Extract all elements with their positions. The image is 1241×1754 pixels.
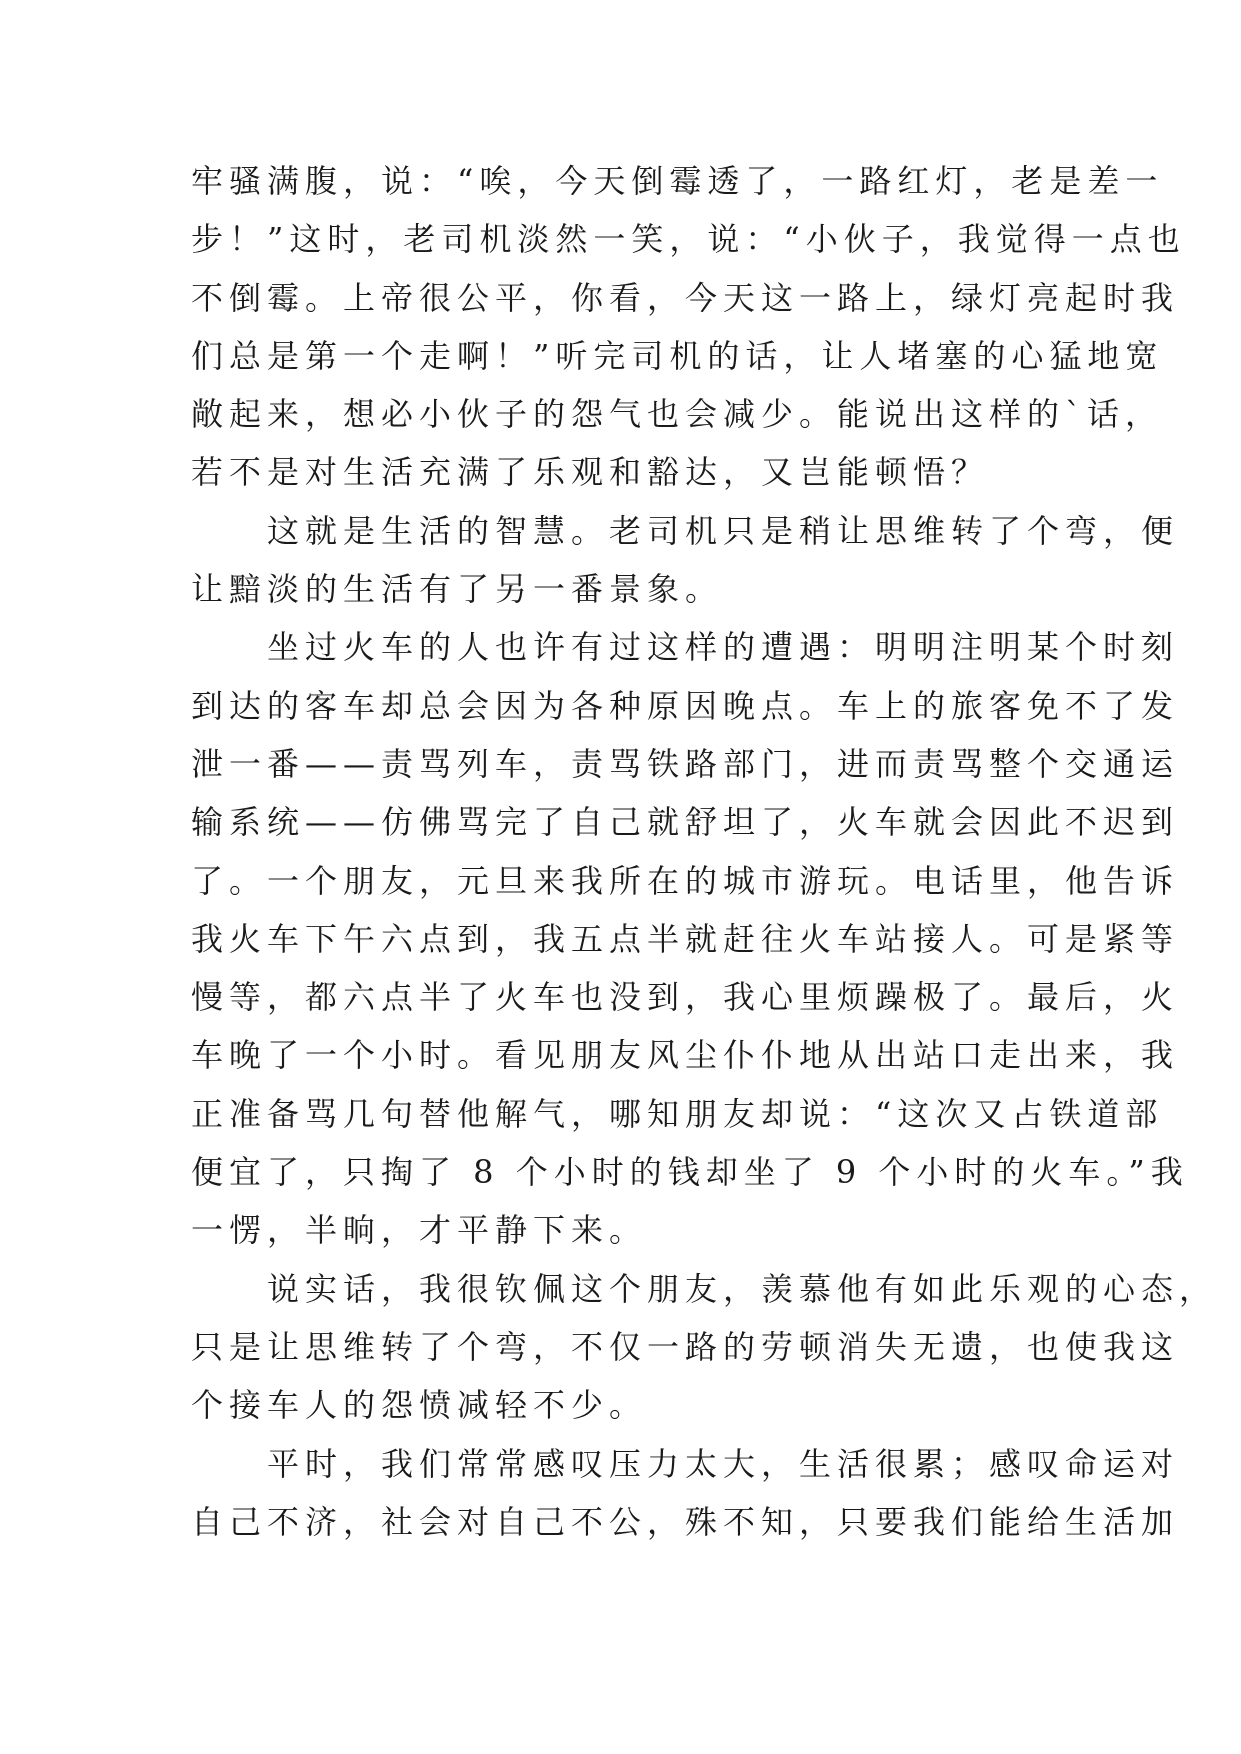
text-line: 车晚了一个小时。看见朋友风尘仆仆地从出站口走出来，我 (191, 1036, 1180, 1075)
text-line: 自己不济，社会对自己不公，殊不知，只要我们能给生活加 (191, 1502, 1180, 1541)
text-line: 了。一个朋友，元旦来我所在的城市游玩。电话里，他告诉 (191, 861, 1180, 900)
text-line: 不倒霉。上帝很公平，你看，今天这一路上，绿灯亮起时我 (191, 278, 1180, 317)
text-line: 泄一番——责骂列车，责骂铁路部门，进而责骂整个交通运 (191, 744, 1180, 783)
text-line: 让黯淡的生活有了另一番景象。 (191, 570, 724, 609)
text-line: 我火车下午六点到，我五点半就赶往火车站接人。可是紧等 (191, 919, 1180, 958)
text-line: 正准备骂几句替他解气，哪知朋友却说：“这次又占铁道部 (191, 1094, 1164, 1133)
text-line: 个接车人的怨愤减轻不少。 (191, 1386, 648, 1425)
body-text (191, 152, 1218, 1551)
text-line: 说实话，我很钦佩这个朋友，羡慕他有如此乐观的心态， (191, 1269, 1218, 1308)
text-line: 这就是生活的智慧。老司机只是稍让思维转了个弯，便 (191, 511, 1180, 550)
text-line: 步！”这时，老司机淡然一笑，说：“小伙子，我觉得一点也 (191, 220, 1186, 259)
text-line: 牢骚满腹，说：“唉，今天倒霉透了，一路红灯，老是差一 (191, 162, 1164, 200)
text-line: 坐过火车的人也许有过这样的遭遇：明明注明某个时刻 (191, 628, 1180, 667)
text-line: 输系统——仿佛骂完了自己就舒坦了，火车就会因此不迟到 (191, 803, 1180, 842)
text-line: 只是让思维转了个弯，不仅一路的劳顿消失无遗，也使我这 (191, 1327, 1180, 1366)
text-line: 们总是第一个走啊！”听完司机的话，让人堵塞的心猛地宽 (191, 336, 1164, 375)
text-line: 敞起来，想必小伙子的怨气也会减少。能说出这样的`话， (191, 395, 1164, 434)
text-line: 一愣，半晌，才平静下来。 (191, 1211, 648, 1250)
text-line: 到达的客车却总会因为各种原因晚点。车上的旅客免不了发 (191, 686, 1180, 725)
text-line: 便宜了，只掏了 8 个小时的钱却坐了 9 个小时的火车。”我 (191, 1153, 1189, 1192)
text-line: 平时，我们常常感叹压力太大，生活很累；感叹命运对 (191, 1444, 1180, 1483)
text-line: 慢等，都六点半了火车也没到，我心里烦躁极了。最后，火 (191, 978, 1180, 1017)
text-line: 若不是对生活充满了乐观和豁达，又岂能顿悟？ (191, 453, 990, 492)
